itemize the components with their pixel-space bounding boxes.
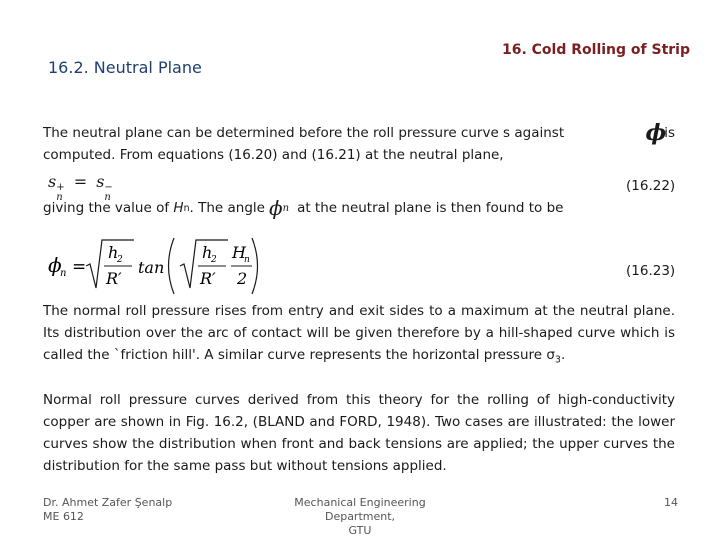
footer-author-block [43,496,172,524]
footer-uni: GTU [348,524,372,537]
eq2-Hn: H [232,243,246,262]
body-paragraph-1 [43,300,675,372]
eq1-lhs-sup: + [56,182,65,193]
eq2-phi: ϕ [48,253,62,277]
giving-var-sub: n [183,202,190,214]
giving-var: H [173,200,184,216]
intro-paragraph [43,122,675,166]
intro-line1: The neutral plane can be determined before the roll pressure curve s against [43,125,565,141]
eq2-paren-open [169,238,175,294]
eq2-h2-sub2: 2 [211,255,217,265]
equation-16-23-graphic [46,236,256,296]
footer-dept: Mechanical Engineering Department, [294,496,426,523]
footer-author: Dr. Ahmet Zafer Şenalp [43,496,173,509]
eq2-h2-num1: h [108,243,119,262]
body-para1-sub: 3 [554,354,561,366]
body-para1-end: . [560,347,566,363]
section-title: 16.2. Neutral Plane [48,58,202,77]
eq2-Hn-sub: n [244,255,250,265]
eq2-h2-sub1: 2 [117,255,123,265]
eq1-rhs: s [96,172,105,191]
intro-line2: computed. From equations (16.20) and (16.21) at the neutral plane, [43,147,504,163]
intro-line1-end: is [664,125,675,141]
giving-text-before: giving the value of [43,200,170,216]
equation-number-16-22: (16.22) [626,178,676,194]
eq2-R2: R′ [200,269,216,288]
phi-symbol: ϕ [645,120,667,146]
eq1-lhs: s [48,172,57,191]
eq2-tan: tan [138,258,165,277]
eq1-lhs-sub: n [56,192,63,203]
eq2-phi-sub: n [60,268,67,279]
equation-number-16-23: (16.23) [626,263,676,279]
giving-text-mid: . The angle [189,200,265,216]
footer-dept-block [260,496,460,538]
eq2-R1: R′ [106,269,122,288]
eq2-two: 2 [237,269,248,288]
eq2-paren-close [252,238,258,294]
eq2-h2-num2: h [202,243,213,262]
giving-line [43,196,564,220]
body-para1-text: The normal roll pressure rises from entry and exit sides to a maximum at the neutral plane. Its distribution over the arc of contact will be given therefore by a hill-shaped curve which is called the `friction hill'. A similar curve represents the horizontal pressure σ [43,303,675,363]
eq2-equals: = [72,257,87,277]
body-paragraph-2: Normal roll pressure curves derived from this theory for the rolling of high-conductivity copper are shown in Fig. 16.2, (BLAND and FORD, 1948). Two cases are illustrated: the lower curves show the distribution when front and back tensions are applied; the upper curves the distribution for the same pass but without tensions applied. [43,392,675,474]
giving-text-after: at the neutral plane is then found to be [297,200,564,216]
giving-phi-sub: n [282,202,290,214]
eq1-equals: = [73,172,88,191]
giving-phi: ϕ [268,196,283,220]
page-number: 14 [664,496,678,509]
chapter-header: 16. Cold Rolling of Strip [501,42,690,58]
eq1-rhs-sup: − [104,182,113,193]
eq1-rhs-sub: n [104,192,111,203]
footer-course: ME 612 [43,510,84,523]
